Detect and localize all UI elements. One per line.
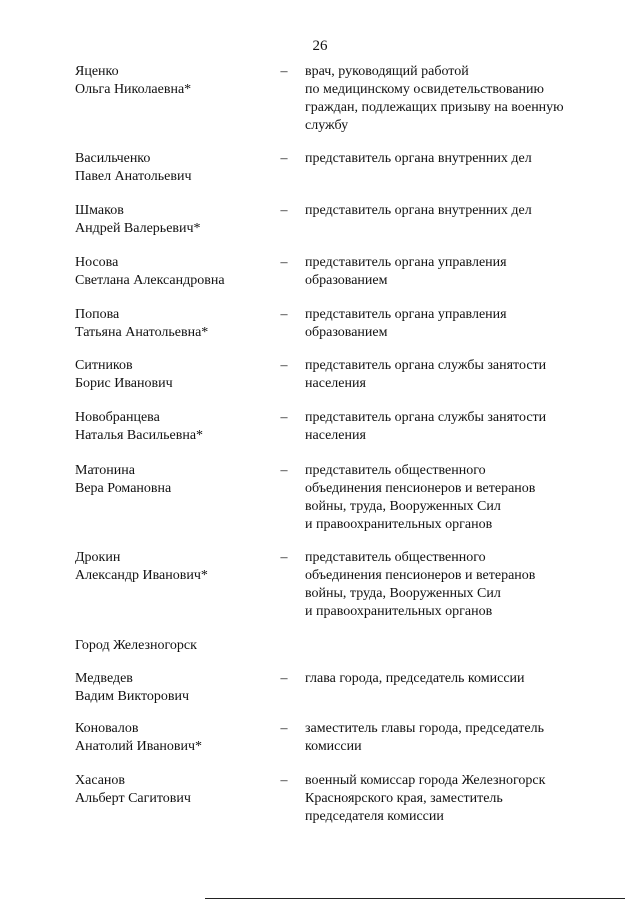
dash-separator: –	[280, 721, 288, 736]
role-line: по медицинскому освидетельствованию	[305, 82, 545, 97]
member-role	[305, 670, 595, 688]
role-line: объединения пенсионеров и ветеранов	[305, 568, 536, 583]
role-line: заместитель главы города, председатель	[305, 721, 545, 736]
dash-separator: –	[280, 463, 288, 478]
role-line: представитель органа внутренних дел	[305, 203, 532, 218]
member-given-names: Андрей Валерьевич*	[75, 221, 201, 236]
member-name	[75, 670, 275, 706]
member-role	[305, 462, 595, 534]
member-given-names: Альберт Сагитович	[75, 791, 191, 806]
dash-separator: –	[280, 550, 288, 565]
role-line: представитель общественного	[305, 550, 486, 565]
member-name	[75, 772, 275, 808]
member-given-names: Вера Романовна	[75, 481, 172, 496]
member-given-names: Татьяна Анатольевна*	[75, 325, 209, 340]
role-line: граждан, подлежащих призыву на военную	[305, 100, 564, 115]
role-line: представитель органа внутренних дел	[305, 151, 532, 166]
member-name	[75, 720, 275, 756]
member-given-names: Анатолий Иванович*	[75, 739, 203, 754]
page-number: 26	[312, 38, 328, 54]
role-line: глава города, председатель комиссии	[305, 671, 525, 686]
role-line: образованием	[305, 325, 388, 340]
role-line: службу	[305, 118, 349, 133]
member-given-names: Ольга Николаевна*	[75, 82, 192, 97]
member-name	[75, 462, 275, 498]
member-role	[305, 720, 595, 756]
member-role	[305, 150, 595, 168]
member-surname: Хасанов	[75, 773, 126, 788]
member-name	[75, 549, 275, 585]
role-line: врач, руководящий работой	[305, 64, 469, 79]
role-line: образованием	[305, 273, 388, 288]
member-role	[305, 254, 595, 290]
role-line: представитель органа управления	[305, 307, 507, 322]
member-given-names: Светлана Александровна	[75, 273, 225, 288]
member-surname: Ситников	[75, 358, 133, 373]
member-role	[305, 202, 595, 220]
role-line: населения	[305, 428, 366, 443]
member-surname: Дрокин	[75, 550, 121, 565]
member-role	[305, 549, 595, 621]
member-surname: Носова	[75, 255, 119, 270]
dash-separator: –	[280, 671, 288, 686]
member-given-names: Вадим Викторович	[75, 689, 190, 704]
role-line: Красноярского края, заместитель	[305, 791, 503, 806]
member-surname: Васильченко	[75, 151, 151, 166]
member-role	[305, 409, 595, 445]
dash-separator: –	[280, 773, 288, 788]
role-line: представитель органа службы занятости	[305, 410, 547, 425]
member-name	[75, 254, 275, 290]
role-line: войны, труда, Вооруженных Сил	[305, 499, 501, 514]
role-line: и правоохранительных органов	[305, 604, 493, 619]
role-line: представитель органа управления	[305, 255, 507, 270]
dash-separator: –	[280, 151, 288, 166]
member-given-names: Павел Анатольевич	[75, 169, 192, 184]
member-surname: Яценко	[75, 64, 119, 79]
role-line: объединения пенсионеров и ветеранов	[305, 481, 536, 496]
footer-rule	[205, 898, 625, 899]
member-given-names: Борис Иванович	[75, 376, 173, 391]
dash-separator: –	[280, 203, 288, 218]
member-role	[305, 357, 595, 393]
member-role	[305, 772, 595, 826]
role-line: населения	[305, 376, 366, 391]
member-name	[75, 202, 275, 238]
member-name	[75, 63, 275, 99]
member-surname: Коновалов	[75, 721, 139, 736]
role-line: представитель общественного	[305, 463, 486, 478]
role-line: комиссии	[305, 739, 362, 754]
dash-separator: –	[280, 410, 288, 425]
member-role	[305, 306, 595, 342]
member-surname: Новобранцева	[75, 410, 160, 425]
dash-separator: –	[280, 255, 288, 270]
section-heading: Город Железногорск	[75, 638, 197, 653]
role-line: войны, труда, Вооруженных Сил	[305, 586, 501, 601]
role-line: военный комиссар города Железногорск	[305, 773, 546, 788]
dash-separator: –	[280, 358, 288, 373]
member-name	[75, 409, 275, 445]
dash-separator: –	[280, 64, 288, 79]
member-surname: Попова	[75, 307, 120, 322]
member-given-names: Наталья Васильевна*	[75, 428, 204, 443]
role-line: председателя комиссии	[305, 809, 444, 824]
member-name	[75, 357, 275, 393]
member-surname: Шмаков	[75, 203, 124, 218]
role-line: представитель органа службы занятости	[305, 358, 547, 373]
dash-separator: –	[280, 307, 288, 322]
member-role	[305, 63, 595, 135]
member-surname: Матонина	[75, 463, 135, 478]
role-line: и правоохранительных органов	[305, 517, 493, 532]
member-name	[75, 306, 275, 342]
member-given-names: Александр Иванович*	[75, 568, 208, 583]
member-name	[75, 150, 275, 186]
member-surname: Медведев	[75, 671, 133, 686]
